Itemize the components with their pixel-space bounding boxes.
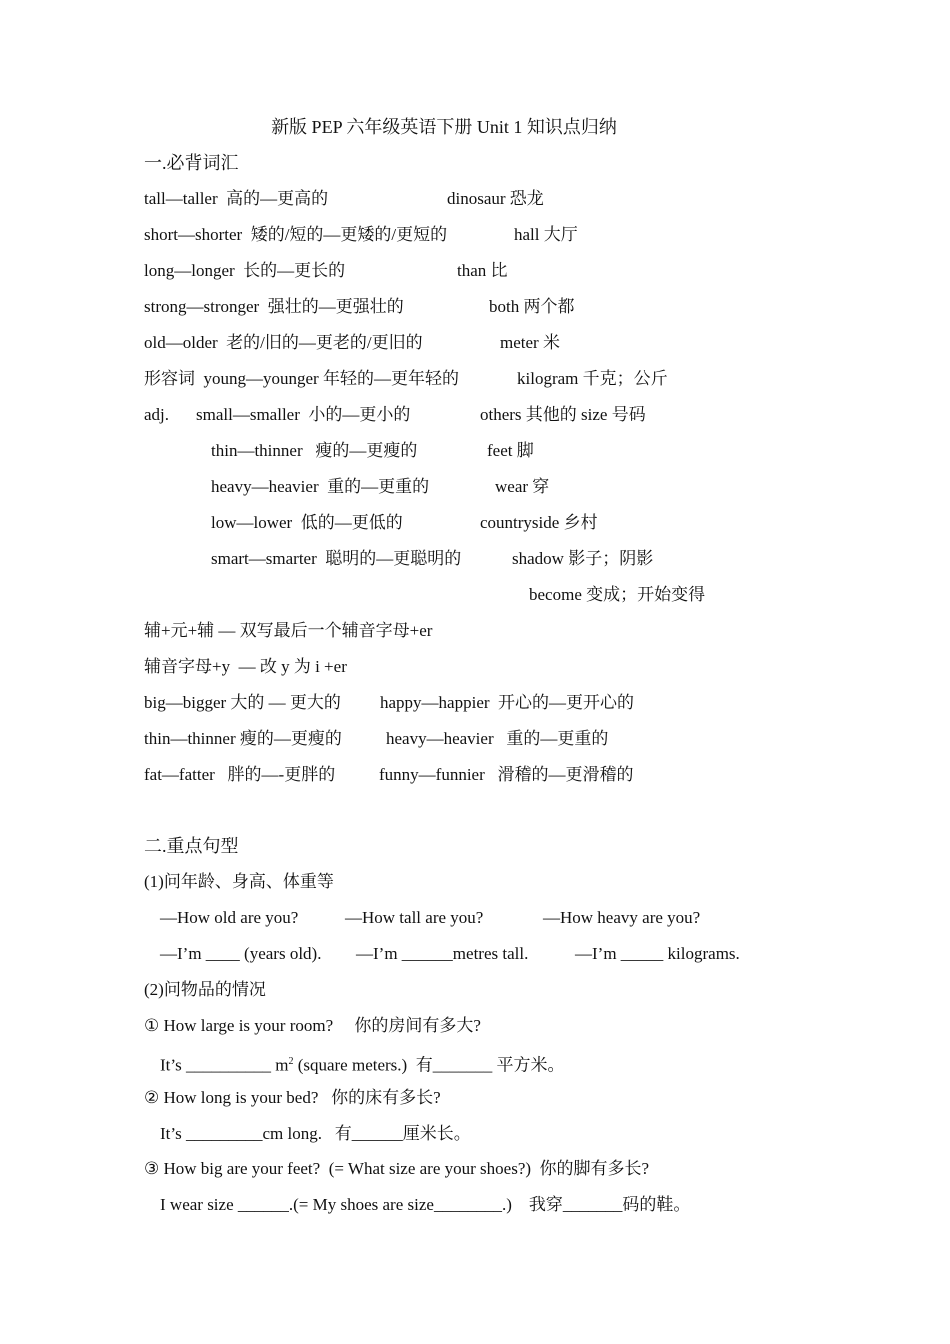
vocab-left: heavy—heavier 重的—更重的 (211, 477, 430, 496)
spelling-rule: 辅+元+辅 — 双写最后一个辅音字母+er (144, 621, 433, 640)
vocab-right: wear 穿 (495, 477, 550, 496)
vocab-right: shadow 影子；阴影 (512, 549, 654, 568)
vocab-right: hall 大厅 (514, 225, 578, 244)
question: —How tall are you? (345, 908, 484, 927)
section-heading-vocab: 一.必背词汇 (144, 153, 239, 173)
vocab-left: strong—stronger 强壮的—更强壮的 (144, 297, 404, 316)
subsection-heading: (2)问物品的情况 (144, 980, 266, 999)
example-right: happy—happier 开心的—更开心的 (380, 693, 635, 712)
vocab-right: feet 脚 (487, 441, 534, 460)
vocab-left: old—older 老的/旧的—更老的/更旧的 (144, 333, 423, 352)
superscript: 2 (288, 1056, 294, 1067)
answer-text: (square meters.) 有_______ 平方米。 (293, 1055, 565, 1075)
page-title: 新版 PEP 六年级英语下册 Unit 1 知识点归纳 (271, 117, 617, 137)
answer (160, 1051, 564, 1077)
vocab-left: 形容词 young—younger 年轻的—更年轻的 (144, 369, 459, 388)
vocab-right: become 变成；开始变得 (529, 585, 706, 604)
answer: —I’m ______metres tall. (356, 944, 529, 963)
answer: I wear size ______.(= My shoes are size________.) 我穿_______码的鞋。 (160, 1195, 691, 1214)
vocab-right: meter 米 (500, 333, 560, 352)
example-right: funny—funnier 滑稽的—更滑稽的 (379, 765, 634, 784)
vocab-right: countryside 乡村 (480, 513, 598, 532)
adj-label: adj. (144, 405, 170, 424)
vocab-left: thin—thinner 瘦的—更瘦的 (211, 441, 418, 460)
question: ③ How big are your feet? (= What size are your shoes?) 你的脚有多长? (144, 1159, 650, 1178)
example-left: thin—thinner 瘦的—更瘦的 (144, 729, 342, 748)
vocab-right: than 比 (457, 261, 508, 280)
vocab-right: dinosaur 恐龙 (447, 189, 544, 208)
vocab-right: others 其他的 size 号码 (480, 405, 646, 424)
answer-text: It’s __________ m (160, 1055, 289, 1075)
example-left: big—bigger 大的 — 更大的 (144, 693, 341, 712)
question: —How heavy are you? (543, 908, 701, 927)
answer: —I’m ____ (years old). (160, 944, 322, 963)
question: —How old are you? (160, 908, 299, 927)
example-right: heavy—heavier 重的—更重的 (386, 729, 609, 748)
vocab-left: long—longer 长的—更长的 (144, 261, 346, 280)
vocab-left: small—smaller 小的—更小的 (196, 405, 411, 424)
vocab-left: low—lower 低的—更低的 (211, 513, 403, 532)
answer: It’s _________cm long. 有______厘米长。 (160, 1124, 471, 1143)
answer: —I’m _____ kilograms. (575, 944, 740, 963)
question: ② How long is your bed? 你的床有多长? (144, 1088, 441, 1107)
example-left: fat—fatter 胖的—-更胖的 (144, 765, 336, 784)
section-heading-sentences: 二.重点句型 (144, 836, 239, 856)
question: ① How large is your room? 你的房间有多大? (144, 1016, 481, 1035)
vocab-left: smart—smarter 聪明的—更聪明的 (211, 549, 462, 568)
subsection-heading: (1)问年龄、身高、体重等 (144, 872, 334, 891)
spelling-rule: 辅音字母+y — 改 y 为 i +er (144, 657, 347, 676)
vocab-left: tall—taller 高的—更高的 (144, 189, 329, 208)
vocab-right: kilogram 千克；公斤 (517, 369, 668, 388)
vocab-right: both 两个都 (489, 297, 575, 316)
vocab-left: short—shorter 矮的/短的—更矮的/更短的 (144, 225, 448, 244)
